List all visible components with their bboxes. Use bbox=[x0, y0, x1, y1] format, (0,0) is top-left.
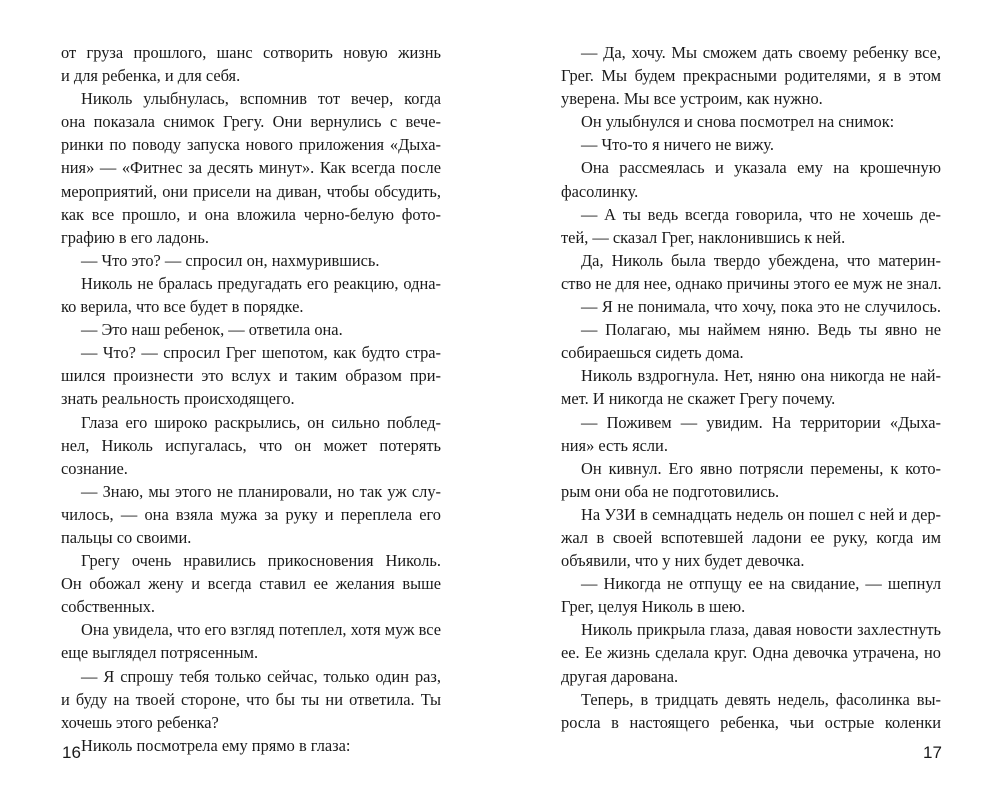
text-line: — Знаю, мы этого не планировали, но так уж слу- bbox=[81, 481, 441, 501]
text-line: — Я спрошу тебя только сейчас, только один раз, bbox=[81, 666, 441, 686]
text-line: Николь прикрыла глаза, давая новости захлестнуть bbox=[581, 620, 941, 640]
text-line: — Что? — спросил Грег шепотом, как будто стра- bbox=[81, 343, 441, 363]
text-line: ния» есть ясли. bbox=[561, 435, 668, 455]
text-line: — Никогда не отпущу ее на свидание, — шепнул bbox=[581, 574, 941, 594]
text-line: Николь улыбнулась, вспомнив тот вечер, когда bbox=[81, 89, 441, 109]
text-line: Грегу очень нравились прикосновения Николь. bbox=[81, 551, 441, 571]
text-line: графию в его ладонь. bbox=[61, 227, 209, 247]
text-line: — Это наш ребенок, — ответила она. bbox=[81, 320, 343, 340]
text-line: уверена. Мы все устроим, как нужно. bbox=[561, 89, 823, 109]
text-line: — Полагаю, мы наймем няню. Ведь ты явно не bbox=[581, 320, 941, 340]
left-page bbox=[61, 41, 441, 757]
text-line: как все прошло, и она вложила черно-белую фото- bbox=[61, 204, 441, 224]
text-line: собираешься сидеть дома. bbox=[561, 343, 744, 363]
text-line: Он кивнул. Его явно потрясли перемены, к кото- bbox=[581, 458, 941, 478]
text-line: Грег. Мы будем прекрасными родителями, я в этом bbox=[561, 66, 941, 86]
text-line: хочешь этого ребенка? bbox=[61, 712, 219, 732]
text-line: — Что-то я ничего не вижу. bbox=[581, 135, 774, 155]
text-line: Николь не бралась предугадать его реакцию, одна- bbox=[81, 273, 441, 293]
text-line: от груза прошлого, шанс сотворить новую жизнь bbox=[61, 43, 441, 62]
text-line: объявили, что у них будет девочка. bbox=[561, 551, 805, 571]
text-line: другая дарована. bbox=[561, 666, 679, 686]
text-line: Николь вздрогнула. Нет, няню она никогда не най- bbox=[581, 366, 941, 386]
text-line: — Да, хочу. Мы сможем дать своему ребенку все, bbox=[581, 43, 941, 62]
text-line: Да, Николь была твердо убеждена, что материн- bbox=[581, 250, 941, 270]
text-line: Она рассмеялась и указала ему на крошечную bbox=[581, 158, 941, 178]
text-line: росла в настоящего ребенка, чьи острые коленки bbox=[561, 712, 941, 732]
text-line: фасолинку. bbox=[561, 181, 639, 201]
text-line: собственных. bbox=[61, 597, 156, 617]
text-line: мет. И никогда не скажет Грегу почему. bbox=[561, 389, 836, 409]
text-line: На УЗИ в семнадцать недель он пошел с ней и дер- bbox=[581, 504, 941, 524]
text-line: Глаза его широко раскрылись, он сильно поблед- bbox=[81, 412, 441, 432]
text-line: ринки по поводу запуска нового приложения «Дыха- bbox=[61, 135, 441, 155]
text-line: сознание. bbox=[61, 458, 128, 478]
text-line: ее. Ее жизнь сделала круг. Одна девочка утрачена, но bbox=[561, 643, 941, 663]
text-line: Теперь, в тридцать девять недель, фасолинка вы- bbox=[581, 689, 941, 709]
text-line: тей, — сказал Грег, наклонившись к ней. bbox=[561, 227, 846, 247]
text-line: пальцы со своими. bbox=[61, 527, 192, 547]
right-page bbox=[561, 41, 941, 734]
text-line: Николь посмотрела ему прямо в глаза: bbox=[81, 735, 351, 755]
page-number-right: 17 bbox=[923, 743, 942, 762]
text-line: жал в своей вспотевшей ладони ее руку, когда им bbox=[561, 527, 941, 547]
text-line: еще выглядел потрясенным. bbox=[61, 643, 259, 663]
text-line: ко верила, что все будет в порядке. bbox=[61, 297, 304, 317]
text-line: — Я не понимала, что хочу, пока это не случилось. bbox=[581, 297, 941, 317]
text-line: и для ребенка, и для себя. bbox=[61, 66, 241, 86]
text-line: знать реальность происходящего. bbox=[61, 389, 295, 409]
text-line: — А ты ведь всегда говорила, что не хочешь де- bbox=[581, 204, 941, 224]
text-line: — Поживем — увидим. На территории «Дыха- bbox=[581, 412, 941, 432]
text-line: ния» — «Фитнес за десять минут». Как всегда после bbox=[61, 158, 441, 178]
text-line: чилось, — она взяла мужа за руку и переплела его bbox=[61, 504, 441, 524]
text-line: — Что это? — спросил он, нахмурившись. bbox=[81, 250, 380, 270]
text-line: шился произнести это вслух и таким образом при- bbox=[61, 366, 441, 386]
text-line: Он обожал жену и всегда ставил ее желания выше bbox=[61, 574, 441, 594]
text-line: Грег, целуя Николь в шею. bbox=[561, 597, 746, 617]
text-line: Она увидела, что его взгляд потеплел, хотя муж все bbox=[81, 620, 441, 640]
page-number-left: 16 bbox=[62, 743, 81, 762]
text-line: и буду на твоей стороне, что бы ты ни ответила. Ты bbox=[61, 689, 441, 709]
text-line: рым они оба не подготовились. bbox=[561, 481, 780, 501]
text-line: она показала снимок Грегу. Они вернулись с вече- bbox=[61, 112, 441, 132]
text-line: мероприятий, они присели на диван, чтобы обсудить, bbox=[61, 181, 441, 201]
text-line: ство не для нее, однако причины этого ее муж не знал. bbox=[561, 273, 942, 293]
text-line: Он улыбнулся и снова посмотрел на снимок: bbox=[581, 112, 895, 132]
text-line: нел, Николь испугалась, что он может потерять bbox=[61, 435, 441, 455]
